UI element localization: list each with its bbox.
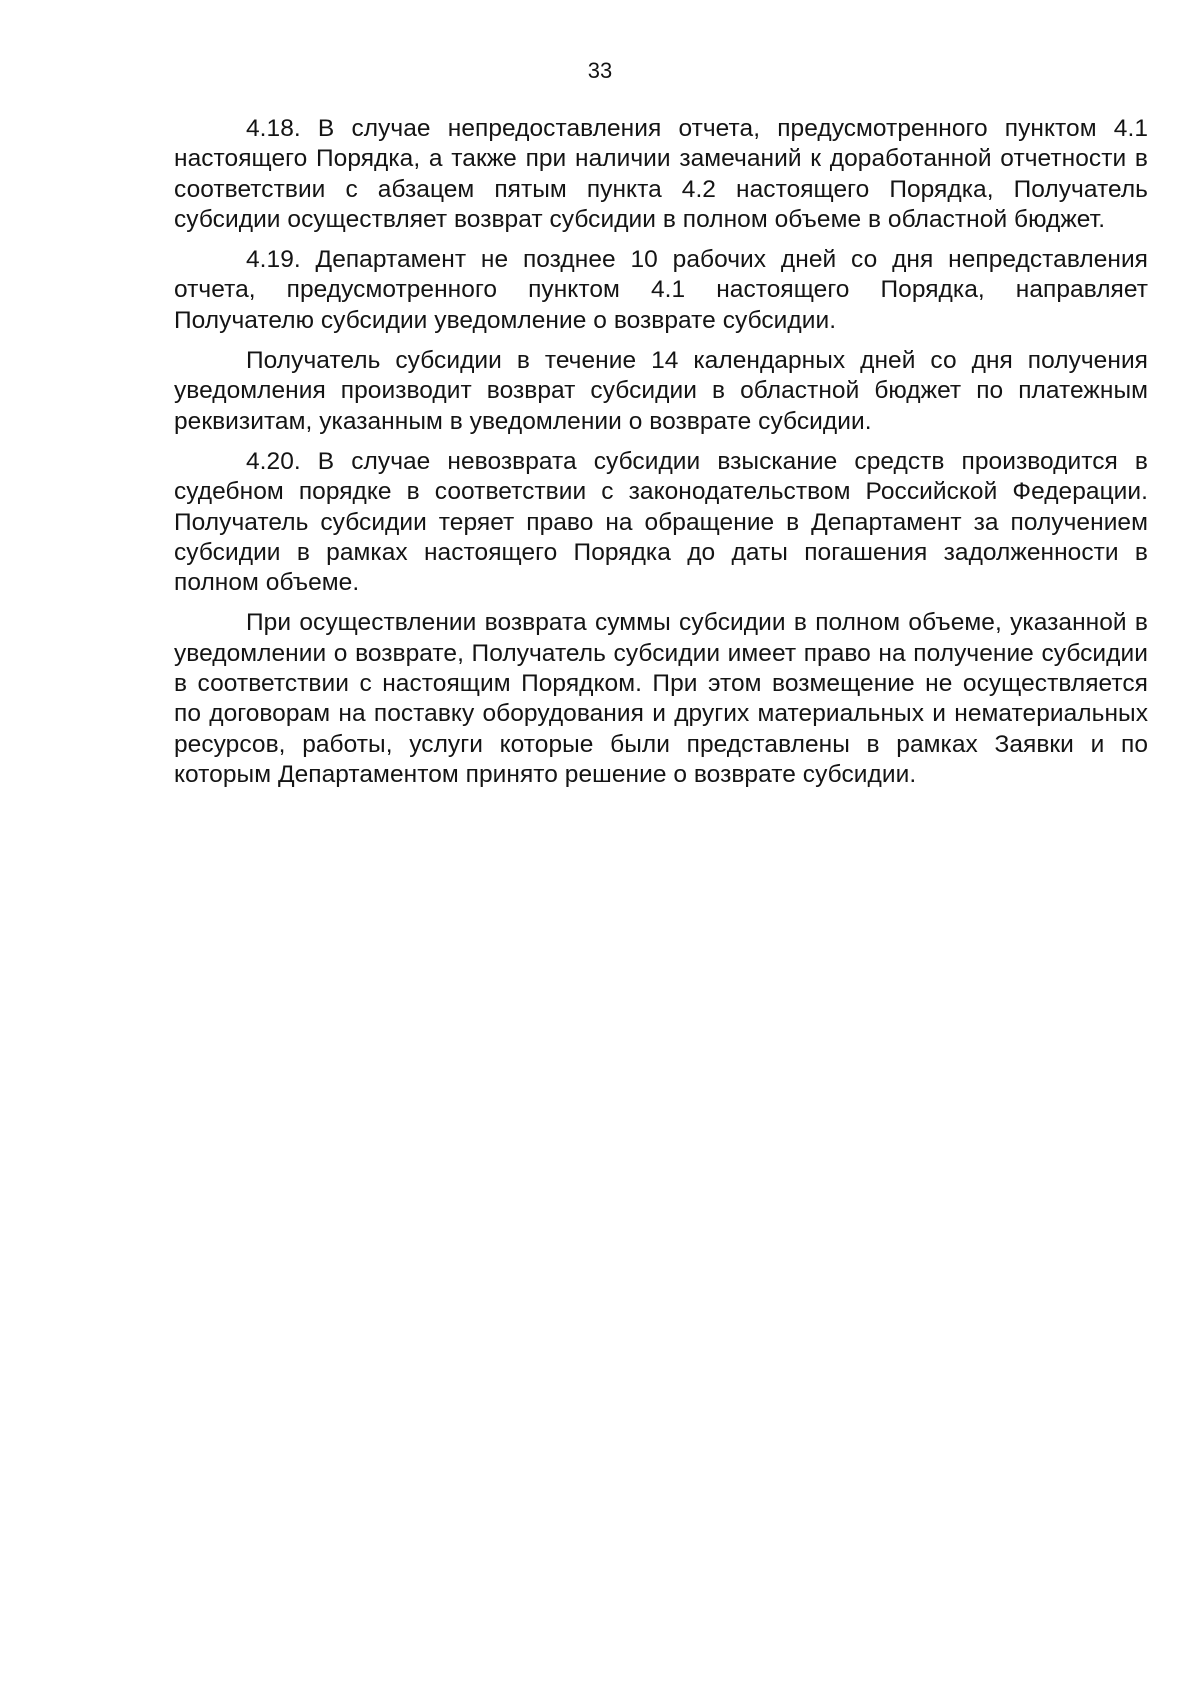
paragraph-4-19: 4.19. Департамент не позднее 10 рабочих дней со дня непредставления отчета, предусмотренного пунктом 4.1 настоящего Порядка, направляет Получателю субсидии уведомление о возврате субсидии. [174,246,1148,334]
page-number: 33 [587,58,613,83]
paragraph-refund-notice: Получатель субсидии в течение 14 календарных дней со дня получения уведомления производит возврат субсидии в областной бюджет по платежным реквизитам, указанным в уведомлении о возврате субсидии. [174,347,1148,435]
paragraph-4-18: 4.18. В случае непредоставления отчета, предусмотренного пунктом 4.1 настоящего Порядка, а также при наличии замечаний к доработанной отчетности в соответствии с абзацем пятым пункта 4.2 настоящего Порядка, Получатель субсидии осуществляет возврат субсидии в полном объеме в областной бюджет. [174,115,1148,233]
paragraph-refund-rights: При осуществлении возврата суммы субсидии в полном объеме, указанной в уведомлении о возврате, Получатель субсидии имеет право на получение субсидии в соответствии с настоящим Порядком. При этом возмещение не осуществляется по договорам на поставку оборудования и других материальных и нематериальных ресурсов, работы, услуги которые были представлены в рамках Заявки и по которым Департаментом принято решение о возврате субсидии. [174,609,1148,788]
paragraph-4-20: 4.20. В случае невозврата субсидии взыскание средств производится в судебном порядке в соответствии с законодательством Российской Федерации. Получатель субсидии теряет право на обращение в Департамент за получением субсидии в рамках настоящего Порядка до даты погашения задолженности в полном объеме. [174,447,1148,597]
document-body [174,114,1148,800]
